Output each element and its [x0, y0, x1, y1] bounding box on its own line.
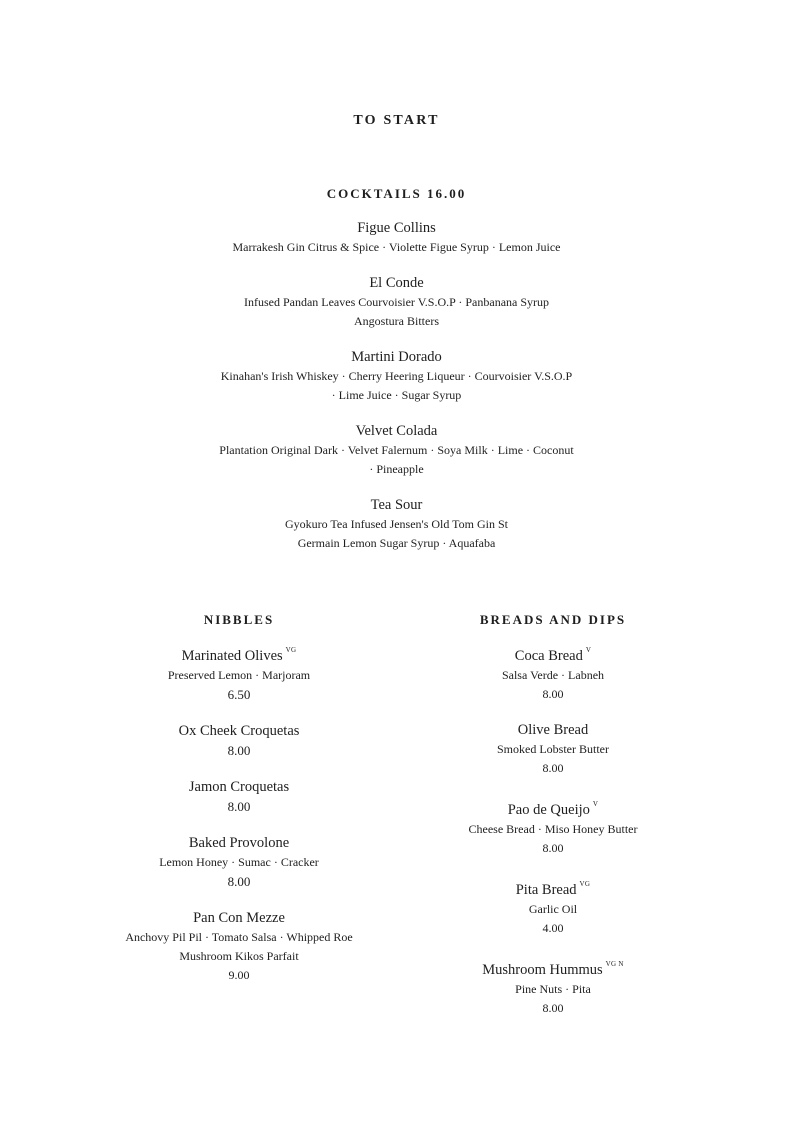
menu-item [413, 795, 693, 858]
menu-item [413, 955, 693, 1018]
item-description: Cheese Bread · Miso Honey Butter [468, 822, 638, 836]
item-price: 8.00 [542, 687, 564, 701]
item-name [413, 641, 693, 666]
item-name: Pan Con Mezze [193, 910, 285, 926]
item-name-text: Mushroom Hummus [482, 962, 603, 978]
item-name [413, 795, 693, 820]
item-name-text: Marinated Olives [181, 648, 283, 664]
menu-item [99, 641, 379, 704]
item-description-line-2: Mushroom Kikos Parfait [179, 949, 299, 963]
cocktail-description: Kinahan's Irish Whiskey · Cherry Heering Liqueur · Courvoisier V.S.O.P · Lime Juice · Sugar Syrup [220, 369, 573, 402]
breads-heading: BREADS AND DIPS [479, 612, 627, 627]
nibbles-heading: NIBBLES [203, 612, 275, 627]
item-price: 9.00 [228, 968, 250, 982]
item-name [413, 955, 693, 980]
item-name: Olive Bread [517, 722, 589, 738]
cocktail-name: Figue Collins [357, 220, 436, 236]
item-price: 8.00 [227, 874, 251, 889]
menu-item [99, 834, 379, 891]
menu-item [99, 722, 379, 760]
item-description: Garlic Oil [528, 902, 578, 916]
item-name: Ox Cheek Croquetas [178, 723, 300, 739]
diet-label: VG [285, 646, 297, 654]
item-name [413, 875, 693, 900]
item-price: 8.00 [542, 761, 564, 775]
item-name-text: Pao de Queijo [507, 802, 590, 818]
cocktail-item [0, 274, 793, 331]
item-price: 6.50 [227, 687, 251, 702]
item-price: 8.00 [542, 1001, 564, 1015]
diet-label: VG N [605, 960, 624, 968]
cocktail-description: Infused Pandan Leaves Courvoisier V.S.O.P · Panbanana Syrup Angostura Bitters [243, 295, 550, 328]
item-description: Smoked Lobster Butter [497, 742, 609, 756]
item-description: Pine Nuts · Pita [515, 982, 591, 996]
cocktail-name: El Conde [369, 275, 424, 291]
cocktail-name: Velvet Colada [355, 423, 438, 439]
menu-item [99, 909, 379, 985]
cocktails-section [0, 185, 793, 570]
item-name [99, 641, 379, 666]
menu-item [99, 778, 379, 816]
item-name: Baked Provolone [188, 835, 290, 851]
menu-item [413, 721, 693, 778]
cocktail-name: Martini Dorado [351, 349, 442, 365]
cocktail-description: Gyokuro Tea Infused Jensen's Old Tom Gin St Germain Lemon Sugar Syrup · Aquafaba [284, 517, 509, 550]
item-description: Salsa Verde · Labneh [501, 668, 605, 682]
nibbles-section [99, 611, 379, 1003]
item-price: 8.00 [227, 743, 251, 758]
item-price: 4.00 [542, 921, 564, 935]
cocktail-description: Marrakesh Gin Citrus & Spice · Violette Figue Syrup · Lemon Juice [232, 240, 561, 254]
item-name-text: Pita Bread [515, 882, 577, 898]
cocktail-name: Tea Sour [370, 497, 423, 513]
page-title: TO START [353, 113, 440, 128]
cocktails-heading: COCKTAILS 16.00 [326, 186, 467, 201]
cocktail-item [0, 219, 793, 257]
item-name: Jamon Croquetas [188, 779, 290, 795]
item-description: Lemon Honey · Sumac · Cracker [159, 855, 319, 869]
diet-label: VG [579, 880, 591, 888]
breads-section [413, 611, 693, 1035]
item-name-text: Coca Bread [514, 648, 583, 664]
cocktail-description: Plantation Original Dark · Velvet Falernum · Soya Milk · Lime · Coconut · Pineapple [219, 443, 574, 476]
item-price: 8.00 [542, 841, 564, 855]
menu-item [413, 641, 693, 704]
diet-label: V [592, 800, 599, 808]
item-description: Anchovy Pil Pil · Tomato Salsa · Whipped Roe [125, 930, 353, 944]
cocktail-item [0, 496, 793, 553]
diet-label: V [585, 646, 592, 654]
item-price: 8.00 [227, 799, 251, 814]
menu-item [413, 875, 693, 938]
cocktail-item [0, 422, 793, 479]
item-description: Preserved Lemon · Marjoram [167, 668, 311, 682]
cocktail-item [0, 348, 793, 405]
